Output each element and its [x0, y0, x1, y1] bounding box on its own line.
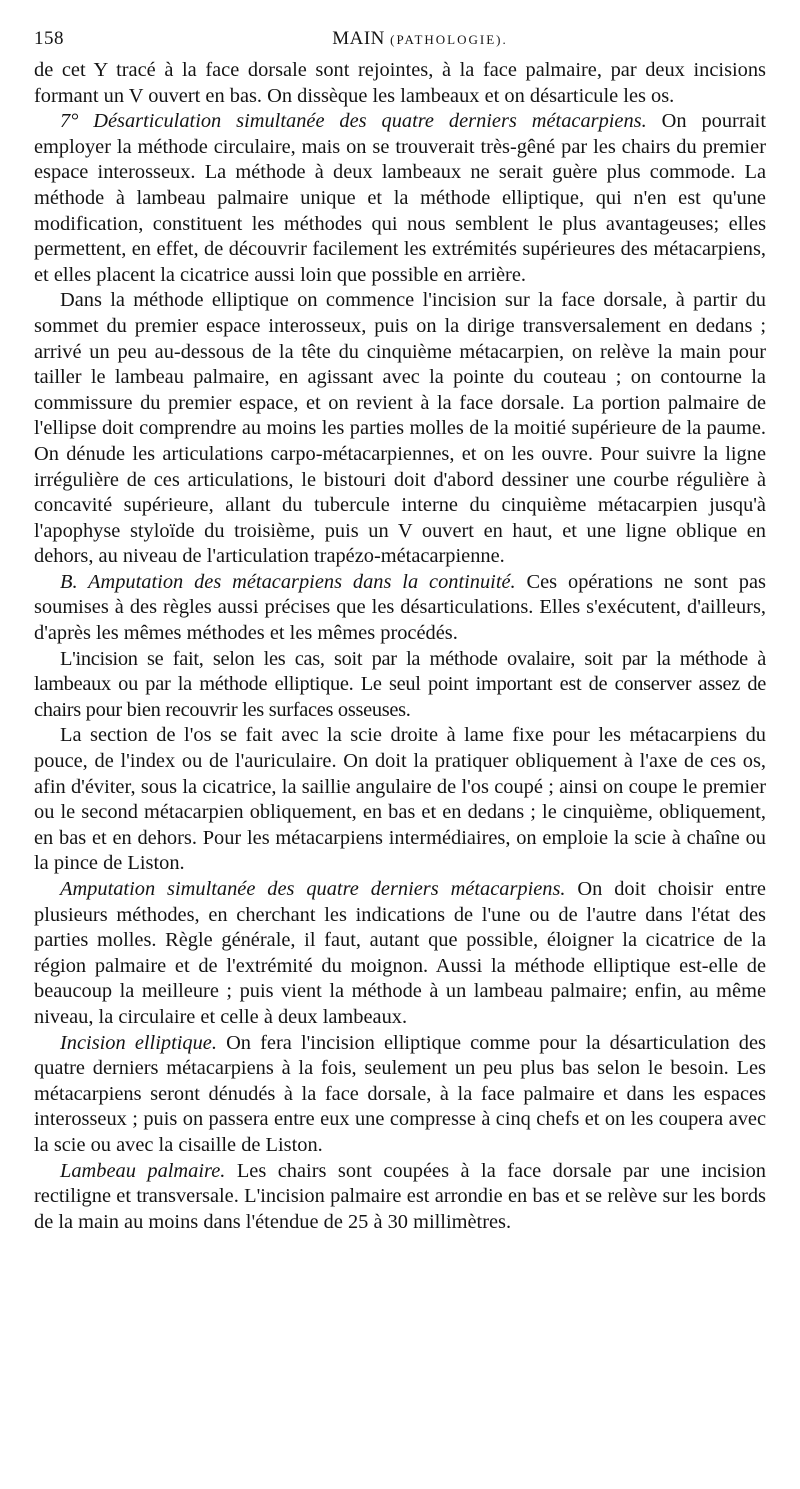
book-page — [34, 28, 766, 1235]
running-title-main: MAIN — [332, 28, 385, 49]
section-heading-lambeau-palmaire: Lambeau palmaire. — [60, 1159, 226, 1182]
paragraph-1-text: de cet Y tracé à la face dorsale sont rejointes, à la face palmaire, par deux incisions formant un V ouvert en bas. On dissèque les lambeaux et on désarticule les os. — [34, 59, 766, 107]
paragraph-4 — [34, 570, 766, 647]
paragraph-2 — [34, 109, 766, 288]
paragraph-9-text: Les chairs sont coupées à la face dorsale par une incision rectiligne et transversale. L'incision palmaire est arrondie en bas et se relève sur les bords de la main au moins dans l'étendue de 25 à 30 millimètres. — [34, 1159, 766, 1233]
section-heading-incision-elliptique: Incision elliptique. — [60, 1031, 217, 1054]
paragraph-5 — [34, 647, 766, 724]
paragraph-7-text: On doit choisir entre plusieurs méthodes, en cherchant les indications de l'une ou de l'autre dans l'état des parties molles. Règle générale, il faut, autant que possible, éloigner la cicatrice de la région palmaire et de l'extrémité du moignon. Aussi la méthode elliptique est-elle de beaucoup la meilleure ; puis vient la méthode à un lambeau palmaire; enfin, au même niveau, la circulaire et celle à deux lambeaux. — [34, 878, 766, 1028]
running-title — [34, 28, 766, 50]
section-heading-amputation-simultanee: Amputation simultanée des quatre derniers métacarpiens. — [60, 878, 566, 900]
paragraph-4-text: Ces opérations ne sont pas soumises à des règles aussi précises que les désarticulations. Elles s'exécutent, d'ailleurs, d'après les mêmes méthodes et les mêmes procédés. — [34, 570, 766, 645]
paragraph-8 — [34, 1031, 766, 1159]
paragraph-2-text: On pourrait employer la méthode circulaire, mais on se trouverait très-gêné par les chairs du premier espace interosseux. La méthode à deux lambeaux ne serait guère plus commode. La méthode à lambeau palmaire unique et la méthode elliptique, qui n'en est qu'une modification, constituent les méthodes qui nous semblent le plus avantageuses; elles permettent, en effet, de découvrir facilement les extrémités supérieures des métacarpiens, et elles placent la cicatrice aussi loin que possible en arrière. — [34, 110, 766, 286]
paragraph-6-text: La section de l'os se fait avec la scie droite à lame fixe pour les métacarpiens du pouce, de l'index ou de l'auriculaire. On doit la pratiquer obliquement à l'axe de ces os, afin d'éviter, sous la cicatrice, la saillie angulaire de l'os coupé ; ainsi on coupe le premier ou le second métacarpien obliquement, en bas et en dedans ; le cinquième, obliquement, en bas et en dehors. Pour les métacarpiens intermédiaires, on emploie la scie à chaîne ou la pince de Liston. — [34, 724, 766, 875]
section-heading-desarticulation: 7° Désarticulation simultanée des quatre derniers métacarpiens. — [60, 110, 647, 133]
running-title-subtitle: (PATHOLOGIE). — [390, 32, 508, 47]
paragraph-7 — [34, 877, 766, 1031]
paragraph-6 — [34, 723, 766, 877]
section-heading-amputation-continuite: B. Amputation des métacarpiens dans la continuité. — [60, 570, 516, 593]
body-text — [34, 58, 766, 1235]
running-head — [34, 28, 766, 58]
paragraph-1 — [34, 58, 766, 109]
paragraph-5-text: L'incision se fait, selon les cas, soit par la méthode ovalaire, soit par la méthode à lambeaux ou par la méthode elliptique. Le seul point important est de conserver assez de chairs pour bien recouvrir les surfaces osseuses. — [34, 647, 766, 721]
paragraph-9 — [34, 1159, 766, 1236]
paragraph-8-text: On fera l'incision elliptique comme pour la désarticulation des quatre derniers métacarpiens à la fois, seulement un peu plus bas selon le besoin. Les métacarpiens seront dénudés à la face dorsale, à la face palmaire et dans les espaces interosseux ; puis on passera entre eux une compresse à cinq chefs et on les coupera avec la scie ou avec la cisaille de Liston. — [34, 1031, 766, 1156]
page-number: 158 — [34, 28, 64, 49]
paragraph-3-text: Dans la méthode elliptique on commence l'incision sur la face dorsale, à partir du sommet du premier espace interosseux, puis on la dirige transversalement en dedans ; arrivé un peu au-dessous de la tête du cinquième métacarpien, on relève la main pour tailler le lambeau palmaire, en agissant avec la pointe du couteau ; on contourne la commissure du premier espace, et on revient à la face dorsale. La portion palmaire de l'ellipse doit comprendre au moins les parties molles de la moitié supérieure de la paume. On dénude les articulations carpo-métacarpiennes, et on les ouvre. Pour suivre la ligne irrégulière de ces articulations, le bistouri doit d'abord dessiner une courbe régulière à concavité supérieure, allant du tubercule interne du cinquième métacarpien jusqu'à l'apophyse styloïde du troisième, puis un V ouvert en haut, et une ligne oblique en dehors, au niveau de l'articulation trapézo-métacarpienne. — [34, 289, 766, 568]
paragraph-3 — [34, 288, 766, 570]
